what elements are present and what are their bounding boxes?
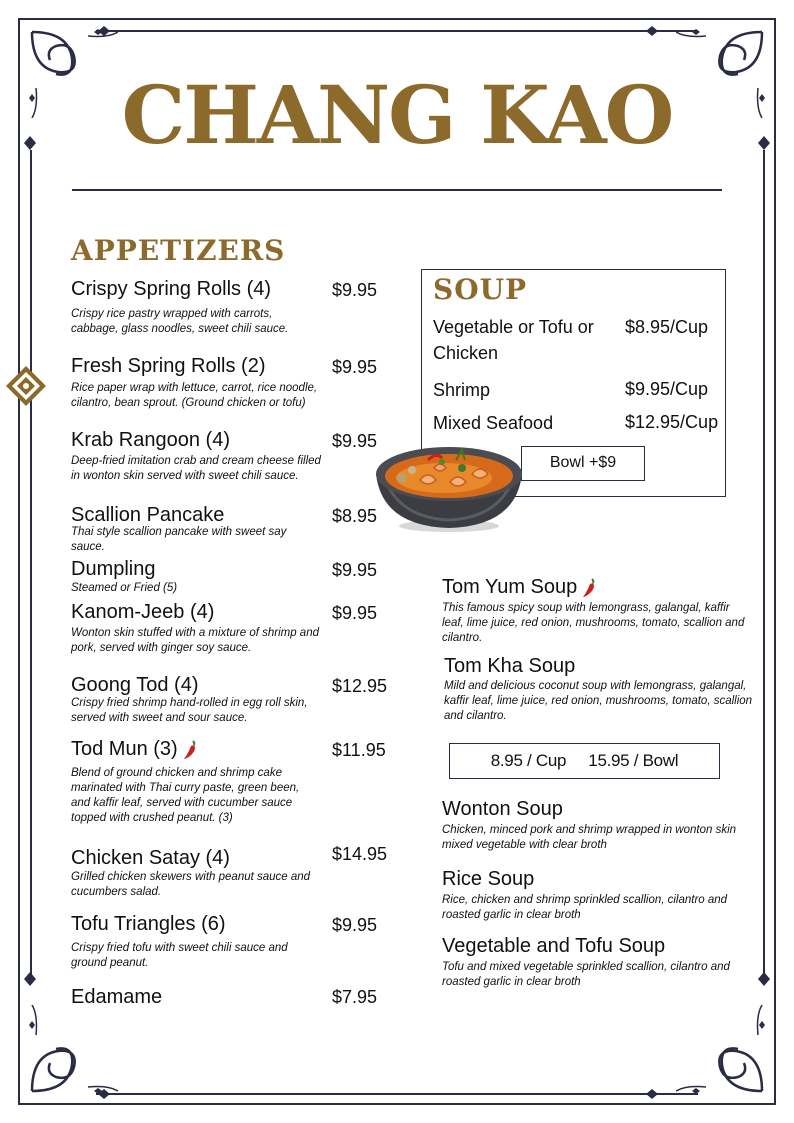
appetizer-name-row [71,738,198,761]
right-border-rule [763,150,765,975]
title-divider [72,189,722,191]
appetizer-price: $9.95 [332,357,378,377]
appetizer-name: Tod Mun (3) [71,738,178,760]
diamond-ornament-icon [646,1089,658,1099]
soup-option-name: Vegetable or Tofu or Chicken [433,317,594,363]
soup-desc: Mild and delicious coconut soup with lemongrass, galangal, kaffir leaf, lime juice, red onion, mushrooms, tomato, scallion and cilantro. [444,680,753,722]
bottom-border-rule [96,1093,698,1095]
appetizer-desc: Blend of ground chicken and shrimp cake marinated with Thai curry paste, green been, and kaffir leaf, served with cucumber sauce topped with crushed peanut. (3) [71,767,300,824]
soup-name: Tom Kha Soup [444,655,576,677]
diamond-ornament-icon [646,26,658,36]
appetizer-name: Goong Tod (4) [71,674,199,696]
soup-bowl-image [372,438,526,534]
top-border-rule [96,30,698,32]
appetizer-price: $8.95 [332,506,378,526]
soup-name: Tom Yum Soup [442,576,578,598]
soup-name: Vegetable and Tofu Soup [442,935,666,957]
appetizer-desc: Crispy rice pastry wrapped with carrots, cabbage, glass noodles, sweet chili sauce. [71,308,289,335]
diamond-ornament-icon [24,972,36,986]
soup-option-price: $9.95/Cup [625,379,709,399]
appetizer-name: Edamame [71,986,163,1008]
appetizer-desc: Crispy fried tofu with sweet chili sauce and ground peanut. [71,942,288,969]
appetizer-price: $7.95 [332,987,378,1007]
soup-name: Wonton Soup [442,798,563,820]
diamond-ornament-icon [758,972,770,986]
appetizer-name: Crispy Spring Rolls (4) [71,278,272,300]
restaurant-title: CHANG KAO [121,68,673,162]
chili-pepper-icon [182,740,198,760]
appetizer-price: $9.95 [332,431,378,451]
appetizer-name: Dumpling [71,558,156,580]
appetizer-price: $12.95 [332,676,388,696]
soup-desc: Chicken, minced pork and shrimp wrapped in wonton skin mixed vegetable with clear broth [442,824,737,851]
appetizer-desc: Grilled chicken skewers with peanut sauce and cucumbers salad. [71,871,311,898]
chili-pepper-icon [581,578,597,598]
left-border-rule [30,150,32,975]
appetizer-desc: Steamed or Fried (5) [71,582,178,594]
appetizer-price: $9.95 [332,560,378,580]
cup-bowl-price-box [449,743,720,779]
appetizer-name: Fresh Spring Rolls (2) [71,355,266,377]
appetizer-desc: Thai style scallion pancake with sweet say sauce. [71,526,287,553]
diamond-ornament-icon [98,26,110,36]
bowl-upcharge: Bowl +$9 [521,446,645,481]
diamond-ornament-icon [98,1089,110,1099]
appetizer-price: $9.95 [332,915,378,935]
soup-option-name: Shrimp [433,380,491,400]
appetizer-desc: Crispy fried shrimp hand-rolled in egg roll skin, served with sweet and sour sauce. [71,697,308,724]
appetizer-price: $9.95 [332,603,378,623]
appetizer-name: Tofu Triangles (6) [71,913,226,935]
appetizer-name: Scallion Pancake [71,504,225,526]
appetizer-name: Chicken Satay (4) [71,847,230,869]
gold-diamond-ornament-icon [6,366,46,406]
appetizer-desc: Wonton skin stuffed with a mixture of shrimp and pork, served with ginger soy sauce. [71,627,319,654]
ornamental-corner-icon [28,1005,118,1095]
soup-option-price: $8.95/Cup [625,317,709,337]
cup-bowl-price: 8.95 / Cup 15.95 / Bowl [490,751,679,770]
soup-desc: Rice, chicken and shrimp sprinkled scallion, cilantro and roasted garlic in clear broth [442,894,728,921]
soup-option-price: $12.95/Cup [625,412,719,432]
ornamental-corner-icon [676,1005,766,1095]
soup-desc: This famous spicy soup with lemongrass, galangal, kaffir leaf, lime juice, red onion, mushrooms, tomato, scallion and cilantro. [442,602,745,644]
soup-name: Rice Soup [442,868,535,890]
appetizer-name: Kanom-Jeeb (4) [71,601,215,623]
appetizer-desc: Rice paper wrap with lettuce, carrot, rice noodle, cilantro, bean sprout. (Ground chicken or tofu) [71,382,318,409]
appetizer-price: $9.95 [332,280,378,300]
soup-heading: SOUP [433,273,528,306]
appetizer-price: $11.95 [332,740,386,760]
soup-name-row [442,576,597,599]
soup-option-name: Mixed Seafood [433,413,554,433]
soup-desc: Tofu and mixed vegetable sprinkled scallion, cilantro and roasted garlic in clear broth [442,961,730,988]
appetizer-name: Krab Rangoon (4) [71,429,230,451]
appetizer-desc: Deep-fried imitation crab and cream cheese filled in wonton skin served with sweet chili sauce. [71,455,321,482]
appetizers-heading: APPETIZERS [71,234,286,267]
appetizer-price: $14.95 [332,844,388,864]
